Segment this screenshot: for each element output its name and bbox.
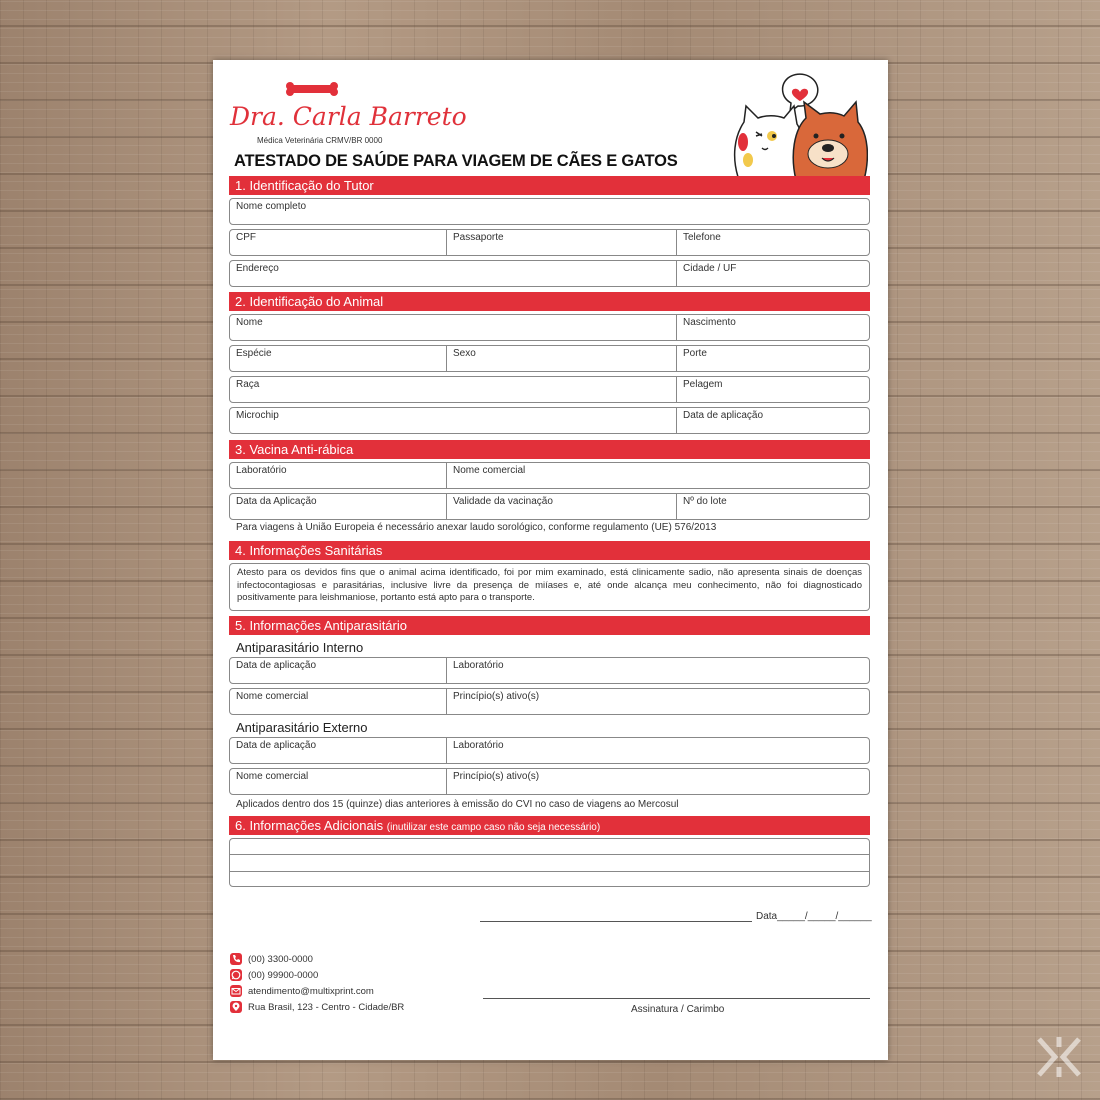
field-interno-principio[interactable]: Princípio(s) ativo(s) <box>446 689 871 714</box>
form-row-vacina-lab <box>229 462 870 489</box>
cat-and-dog-icon <box>728 72 868 182</box>
doctor-name: Dra. Carla Barreto <box>230 102 467 131</box>
field-nascimento[interactable]: Nascimento <box>676 315 871 340</box>
contact-address: Rua Brasil, 123 - Centro - Cidade/BR <box>230 1001 404 1014</box>
form-row-animal-nome <box>229 314 870 341</box>
section-4-header: 4. Informações Sanitárias <box>229 541 870 560</box>
field-interno-nome-comercial[interactable]: Nome comercial <box>236 691 309 702</box>
phone-icon <box>230 953 242 965</box>
bone-icon <box>285 82 339 96</box>
field-microchip-data-aplicacao[interactable]: Data de aplicação <box>676 408 871 433</box>
form-row-documents <box>229 229 870 256</box>
additional-info-lines[interactable] <box>229 838 870 887</box>
field-cidade-uf[interactable]: Cidade / UF <box>676 261 871 286</box>
subheading-externo: Antiparasitário Externo <box>236 720 368 735</box>
signature-line[interactable] <box>483 998 870 999</box>
date-label: Data_____/_____/______ <box>756 911 872 922</box>
form-row-endereco <box>229 260 870 287</box>
field-interno-data-aplicacao[interactable]: Data de aplicação <box>236 660 317 671</box>
field-vacina-data-aplicacao[interactable]: Data da Aplicação <box>236 496 317 507</box>
subheading-interno: Antiparasitário Interno <box>236 640 364 655</box>
section-3-header: 3. Vacina Anti-rábica <box>229 440 870 459</box>
section-2-header: 2. Identificação do Animal <box>229 292 870 311</box>
date-place-line[interactable] <box>480 921 752 922</box>
form-row-especie <box>229 345 870 372</box>
vacina-note: Para viagens à União Europeia é necessário anexar laudo sorológico, conforme regulamento (UE) 576/2013 <box>236 522 717 533</box>
field-sexo[interactable]: Sexo <box>446 346 676 371</box>
sanitary-statement: Atesto para os devidos fins que o animal acima identificado, foi por mim examinado, está clinicamente sadio, não apresenta sinais de doenças infectocontagiosas e parasitárias, inclusive livre da presença de miíases e, até onde alcança meu conhecimento, não foi diagnosticado positivamente para leishmaniose, portanto está apto para o transporte. <box>229 563 870 611</box>
field-externo-nome-comercial[interactable]: Nome comercial <box>236 771 309 782</box>
doctor-subtitle: Médica Veterinária CRMV/BR 0000 <box>257 136 383 145</box>
section-6-header: 6. Informações Adicionais (inutilizar este campo caso não seja necessário) <box>229 816 870 835</box>
field-animal-nome[interactable]: Nome <box>236 317 263 328</box>
field-vacina-laboratorio[interactable]: Laboratório <box>236 465 287 476</box>
field-porte[interactable]: Porte <box>676 346 871 371</box>
form-row-vacina-datas <box>229 493 870 520</box>
whatsapp-icon <box>230 969 242 981</box>
field-pelagem[interactable]: Pelagem <box>676 377 871 402</box>
antiparasitario-note: Aplicados dentro dos 15 (quinze) dias anteriores à emissão do CVI no caso de viagens ao Mercosul <box>236 799 679 810</box>
field-vacina-nome-comercial[interactable]: Nome comercial <box>446 463 871 488</box>
contact-email: atendimento@multixprint.com <box>230 985 374 998</box>
field-interno-laboratorio[interactable]: Laboratório <box>446 658 871 683</box>
contact-phone: (00) 3300-0000 <box>230 953 313 966</box>
form-row-externo-nome <box>229 768 870 795</box>
field-raca[interactable]: Raça <box>236 379 260 390</box>
field-cpf[interactable]: CPF <box>236 232 256 243</box>
field-externo-data-aplicacao[interactable]: Data de aplicação <box>236 740 317 751</box>
form-row-interno-data <box>229 657 870 684</box>
signature-label: Assinatura / Carimbo <box>631 1004 725 1015</box>
section-1-header: 1. Identificação do Tutor <box>229 176 870 195</box>
form-row-microchip <box>229 407 870 434</box>
email-icon <box>230 985 242 997</box>
form-row-raca <box>229 376 870 403</box>
field-endereco[interactable]: Endereço <box>236 263 279 274</box>
field-nome-completo[interactable]: Nome completo <box>236 201 307 212</box>
field-especie[interactable]: Espécie <box>236 348 272 359</box>
multix-logo-watermark <box>1035 1033 1083 1081</box>
form-row-externo-data <box>229 737 870 764</box>
field-telefone[interactable]: Telefone <box>676 230 871 255</box>
field-microchip[interactable]: Microchip <box>236 410 279 421</box>
page-title: ATESTADO DE SAÚDE PARA VIAGEM DE CÃES E GATOS <box>234 152 678 170</box>
field-externo-laboratorio[interactable]: Laboratório <box>446 738 871 763</box>
form-row-nome-completo <box>229 198 870 225</box>
form-row-interno-nome <box>229 688 870 715</box>
field-passaporte[interactable]: Passaporte <box>446 230 676 255</box>
contact-whatsapp: (00) 99900-0000 <box>230 969 318 982</box>
field-vacina-validade[interactable]: Validade da vacinação <box>446 494 676 519</box>
section-5-header: 5. Informações Antiparasitário <box>229 616 870 635</box>
location-pin-icon <box>230 1001 242 1013</box>
field-vacina-lote[interactable]: Nº do lote <box>676 494 871 519</box>
field-externo-principio[interactable]: Princípio(s) ativo(s) <box>446 769 871 794</box>
certificate-sheet <box>213 60 888 1060</box>
